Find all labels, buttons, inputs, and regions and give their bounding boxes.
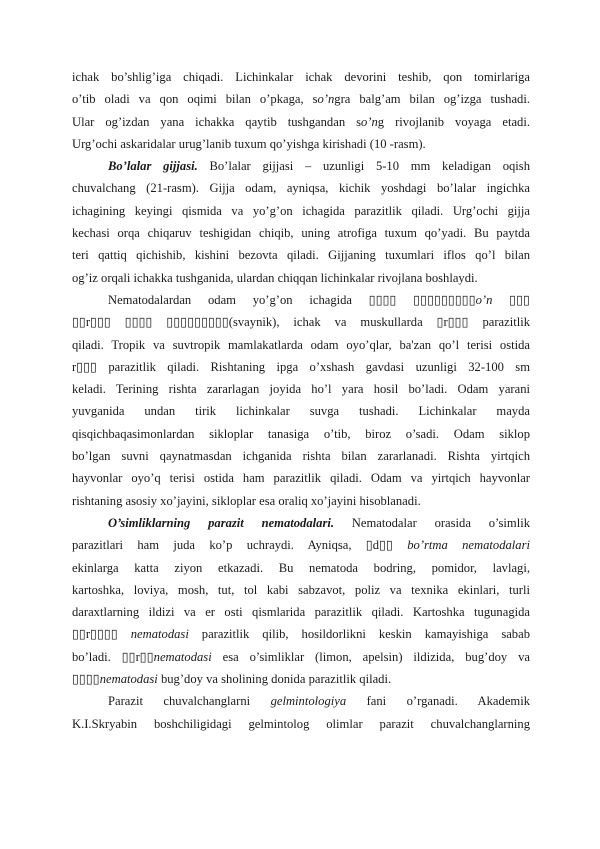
text-line: kechasi orqa chiqaruv teshigidan chiqib, uning atrofiga tuxum qo’yadi. Bu paytda [72, 226, 530, 241]
text-line: daraxtlarning ildizi va er osti qismlarida parazitlik qiladi. Kartoshka tugunagida [72, 605, 530, 620]
paragraph-3-end [72, 490, 530, 512]
text-line: Parazit chuvalchanglarni gelmintologiya fani o’rganadi. Akademik [108, 694, 530, 709]
text-line: qiladi. Tropik va suvtropik mamlakatlarda odam oyo’qlar, ba'zan qo’l terisi ostida [72, 337, 530, 352]
text-line: Nematodalardan odam yo’g’on ichagida ▯▯▯▯ ▯▯▯▯▯▯▯▯▯o’n ▯▯▯ [108, 292, 530, 307]
text-line: ichak bo’shlig’iga chiqadi. Lichinkalar ichak devorini teshib, qon tomirlariga [72, 70, 530, 84]
paragraph-1-end [72, 133, 530, 155]
text-line: r▯▯▯ parazitlik qiladi. Rishtaning ipga o’xshash gavdasi uzunligi 32-100 sm [72, 359, 530, 374]
text-line: Bo’lalar gijjasi. Bo’lalar gijjasi – uzunligi 5-10 mm keladigan oqish [108, 159, 531, 174]
text-line: ekinlarga katta ziyon etkazadi. Bu nematoda bodring, pomidor, lavlagi, [72, 560, 530, 575]
text-line: qisqichbaqasimonlardan sikloplar tanasiga o’tib, biroz o’sadi. Odam siklop [72, 426, 530, 441]
paragraph-1 [72, 66, 530, 133]
text-line: ▯▯▯▯nematodasi bug’doy va sholining donida parazitlik qiladi. [72, 672, 392, 687]
text-line: kartoshka, loviya, mosh, tut, tol kabi sabzavot, poliz va texnika ekinlari, turli [72, 582, 530, 597]
text-line: bo’lgan suvni qaynatmasdan ichganida rishta bilan zararlanadi. Rishta yirtqich [72, 449, 530, 464]
text-line: hayvonlar oyo’q terisi ostida ham parazitlik qiladi. Odam va yirtqich hayvonlar [72, 471, 530, 486]
text-line: Ular og’izdan yana ichakka qaytib tushgandan so’ng rivojlanib voyaga etadi. [72, 114, 530, 129]
text-line: Urg’ochi askaridalar urug’lanib tuxum qo’yishga kirishadi (10 -rasm). [72, 136, 426, 151]
text-line: O’simliklarning parazit nematodalari. Nematodalar orasida o’simlik [108, 515, 530, 530]
paragraph-3 [72, 289, 530, 490]
paragraph-2 [72, 155, 530, 266]
paragraph-5 [72, 690, 530, 735]
text-line: ▯▯r▯▯▯▯ nematodasi parazitlik qilib, hosildorlikni keskin kamayishiga sabab [72, 627, 530, 642]
paragraph-4-end [72, 668, 530, 690]
text-line: chuvalchang (21-rasm). Gijja odam, ayniqsa, kichik yoshdagi bo’lalar ingichka [72, 181, 530, 196]
text-line: yuvganida undan tirik lichinkalar suvga tushadi. Lichinkalar mayda [72, 404, 530, 419]
text-line: rishtaning asosiy xo’jayini, sikloplar esa oraliq xo’jayini hisoblanadi. [72, 493, 421, 508]
text-line: parazitlari ham juda ko’p uchraydi. Ayniqsa, ▯d▯▯ bo’rtma nematodalari [72, 538, 530, 553]
paragraph-4 [72, 512, 530, 668]
paragraph-2-end [72, 267, 530, 289]
text-line: ichagining keyingi qismida va yo’g’on ichagida parazitlik qiladi. Urg’ochi gijja [72, 203, 530, 218]
text-line: keladi. Terining rishta zararlagan joyida ho’l yara hosil bo’ladi. Odam yarani [72, 382, 530, 397]
text-line: ▯▯r▯▯▯ ▯▯▯▯ ▯▯▯▯▯▯▯▯▯(svaynik), ichak va muskullarda ▯r▯▯▯ parazitlik [72, 315, 530, 330]
text-line: o’tib oladi va qon oqimi bilan o’pkaga, so’ngra balg’am bilan og’izga tushadi. [72, 92, 530, 107]
text-line: bo’ladi. ▯▯r▯▯nematodasi esa o’simliklar (limon, apelsin) ildizida, bug’doy va [72, 649, 530, 664]
text-line: K.I.Skryabin boshchiligidagi gelmintolog olimlar parazit chuvalchanglarning [72, 716, 530, 731]
text-line: teri qattiq qichishib, kishini bezovta qiladi. Gijjaning tuxumlari iflos qo’l bilan [72, 248, 530, 263]
text-line: og’iz orqali ichakka tushganida, ulardan chiqqan lichinkalar rivojlana boshlaydi. [72, 270, 478, 285]
